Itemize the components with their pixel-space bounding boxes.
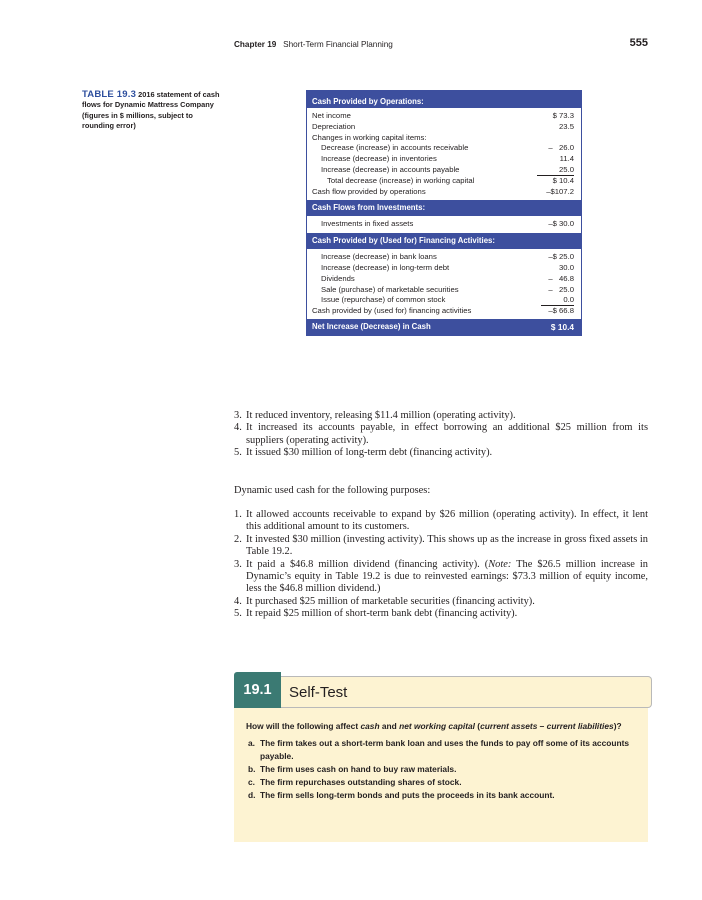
table-caption-text: 2016 statement of cash flows for Dynamic Mattress Company (figures in $ millions, subject to rounding error) [82,90,220,131]
table-row: Depreciation 23.5 [312,121,574,131]
self-test-header [281,676,652,708]
operations-header: Cash Provided by Operations: [307,95,581,108]
running-head [234,37,648,54]
note-label: Note: [488,558,512,570]
table-caption [82,90,222,132]
uses-list [234,509,648,621]
table-row: Sale (purchase) of marketable securities – 25.0 [321,284,574,294]
table-label: TABLE 19.3 [82,89,137,100]
table-row: Increase (decrease) in bank loans –$ 25.0 [321,252,574,262]
self-test-item: b. The firm uses cash on hand to buy raw materials. [248,764,457,774]
table-row: Increase (decrease) in inventories 11.4 [321,154,574,164]
table-row: Investments in fixed assets –$ 30.0 [321,219,574,229]
table-row: Cash flow provided by operations –$107.2 [312,186,574,196]
list-item: 4. It increased its accounts payable, in effect borrowing an additional $25 million from its suppliers (operating activity). [234,422,648,446]
body-paragraph: Dynamic used cash for the following purposes: [234,485,431,496]
table-row: Total decrease (increase) in working capital $ 10.4 [327,175,574,185]
table-row: Changes in working capital items: [312,132,427,142]
sources-list [234,410,648,460]
cash-flow-table [306,90,582,336]
table-row: Decrease (increase) in accounts receivable – 26.0 [321,143,574,153]
table-row: Net income $ 73.3 [312,111,574,120]
self-test-number: 19.1 [234,672,281,708]
table-row: Dividends – 46.8 [321,273,574,283]
self-test-title: Self-Test [289,684,348,701]
chapter-title: Short-Term Financial Planning [283,40,393,49]
list-item: 1. It allowed accounts receivable to expand by $26 million (operating activity). In effect, it lent this additional amount to its customers. [234,509,648,533]
self-test-item: a. The firm takes out a short-term bank loan and uses the funds to pay off some of its accounts payable. [248,738,630,761]
list-item: 3. It reduced inventory, releasing $11.4 million (operating activity). [234,410,516,421]
table-row: Increase (decrease) in long-term debt 30.0 [321,262,574,272]
self-test-question: How will the following affect cash and net working capital (current assets – current liabilities)? [246,721,622,731]
list-item: 5. It issued $30 million of long-term debt (financing activity). [234,447,493,459]
table-row: Issue (repurchase) of common stock 0.0 [321,295,574,305]
chapter-number: Chapter 19 [234,40,277,49]
financing-header: Cash Provided by (Used for) Financing Activities: [307,233,581,249]
investments-header: Cash Flows from Investments: [307,200,581,216]
list-item: 3. It paid a $46.8 million dividend (financing activity). (Note: The $26.5 million increase in Dynamic’s equity in Table 19.2 is due to reinvested earnings: $73.3 million of equity income, less the $46.8 million dividend.) [234,558,648,595]
list-item: 2. It invested $30 million (investing activity). This shows up as the increase in gross fixed assets in Table 19.2. [234,533,648,558]
self-test-item: d. The firm sells long-term bonds and puts the proceeds in its bank account. [248,790,555,800]
net-change-row: Net Increase (Decrease) in Cash $ 10.4 [307,319,581,335]
page-number: 555 [629,37,648,49]
table-row: Cash provided by (used for) financing activities –$ 66.8 [312,306,574,316]
self-test-box [234,670,652,842]
self-test-panel [234,708,648,842]
table-row: Increase (decrease) in accounts payable 25.0 [321,164,574,174]
self-test-item: c. The firm repurchases outstanding shares of stock. [248,777,462,787]
list-item: 5. It repaid $25 million of short-term bank debt (financing activity). [234,608,518,620]
list-item: 4. It purchased $25 million of marketable securities (financing activity). [234,595,535,607]
